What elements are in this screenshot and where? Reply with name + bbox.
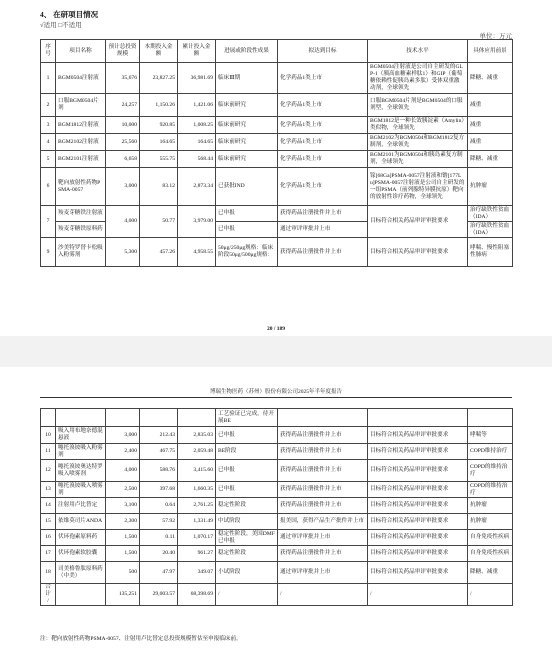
cell-total: 35,676	[106, 63, 140, 94]
cell-no: 16	[41, 530, 56, 546]
cell-app: COPD的维持治疗	[468, 460, 513, 482]
unit-label: 单位：万元	[479, 33, 512, 40]
column-header: 进展或阶段性成果	[216, 40, 278, 63]
cell-no: 4	[41, 134, 56, 151]
cell-progress: 稳定性阶段	[216, 546, 278, 562]
cell-total: 4,000	[106, 460, 140, 482]
cell-tech: 目标符合相关药品审评审批要求	[368, 546, 468, 562]
table-row	[41, 63, 513, 94]
cell-goal: 化学药品1类上市	[278, 168, 368, 206]
cell-app: 自身免疫性疾病	[468, 530, 513, 546]
cell-cum: 1,660.35	[178, 482, 216, 498]
cell-progress: /	[216, 584, 278, 606]
cell-period: 457.26	[140, 238, 178, 267]
cell-goal: 化学药品1类上市	[278, 94, 368, 117]
cell-progress: 稳定性阶段	[216, 498, 278, 514]
cell-app: 降糖、减重	[468, 63, 513, 94]
cell-progress: 小试阶段	[216, 562, 278, 584]
cell-cum: 36,981.69	[178, 63, 216, 94]
cell-name: 吸入用布地奈德混悬液	[56, 427, 106, 444]
cell-total: 1,500	[106, 530, 140, 546]
cell-tech: 镓[68Ga]PSMA-0057注射液和镥[177Lu]PSMA-0057注射液是公司自主研发的一组PSMA（前列腺特异膜抗原）靶向的放射性诊疗药物，全球领先	[368, 168, 468, 206]
table-row	[41, 427, 513, 444]
cell-cum: 164.65	[178, 134, 216, 151]
cell-name: 沙美特罗替卡松吸入粉雾剂	[56, 238, 106, 267]
cell-total: 25,560	[106, 134, 140, 151]
cell-period: 1,150.26	[140, 94, 178, 117]
cell-period: 164.65	[140, 134, 178, 151]
cell-app: 治疗缺铁性贫血（IDA）	[468, 206, 513, 222]
cell-goal: 获得药品注册批件并上市	[278, 206, 368, 222]
cell-cum: 1,331.49	[178, 514, 216, 530]
column-header: 拟达到目标	[278, 40, 368, 63]
cell-cum: 1,421.06	[178, 94, 216, 117]
cell-period: 57.92	[140, 514, 178, 530]
cell-app: /	[468, 584, 513, 606]
cell-goal: 获得药品注册批件并上市	[278, 460, 368, 482]
cell-period: 23,827.25	[140, 63, 178, 94]
cell-progress: 工艺验证已完成，待开展BE	[216, 409, 278, 427]
cell-total: 500	[106, 562, 140, 584]
cell-cum: 349.07	[178, 562, 216, 584]
cell-empty	[468, 409, 513, 427]
cell-period: 0.64	[140, 498, 178, 514]
cell-progress: 已获批IND	[216, 168, 278, 206]
cell-goal: 化学药品1类上市	[278, 151, 368, 168]
cell-period: 555.75	[140, 151, 178, 168]
cell-no: 18	[41, 562, 56, 584]
cell-cum: 68,398.69	[178, 584, 216, 606]
table-row	[41, 134, 513, 151]
cell-tech: 口服BGM0504片剂是BGM0504的口服剂型，全球领先	[368, 94, 468, 117]
cell-total: 24,257	[106, 94, 140, 117]
cell-total: 4,000	[106, 206, 140, 238]
cell-total: 10,000	[106, 117, 140, 134]
table-row-continued	[41, 409, 513, 427]
cell-goal: 通过审评审批并上市	[278, 222, 368, 238]
cell-progress: BE阶段	[216, 444, 278, 460]
table-row	[41, 460, 513, 482]
cell-no: 17	[41, 546, 56, 562]
cell-period: 29,003.57	[140, 584, 178, 606]
cell-tech: 目标符合相关药品审评审批要求	[368, 206, 468, 238]
cell-goal: 化学药品1类上市	[278, 117, 368, 134]
cell-progress: 已申报	[216, 460, 278, 482]
rd-projects-table	[40, 39, 513, 267]
cell-name: 靶向放射性药物PSMA-0057	[56, 168, 106, 206]
cell-tech: 目标符合相关药品审评审批要求	[368, 530, 468, 546]
report-page-2	[0, 367, 552, 649]
cell-tech: 目标符合相关药品审评审批要求	[368, 482, 468, 498]
cell-progress: 中试阶段	[216, 514, 278, 530]
table-row	[41, 168, 513, 206]
cell-name: 伏环孢素软胶囊	[56, 546, 106, 562]
cell-cum: 2,873.34	[178, 168, 216, 206]
cell-goal: 获得药品注册批件并上市	[278, 238, 368, 267]
cell-no: 9	[41, 238, 56, 267]
cell-progress: 稳定性阶段，美国DMF已申报	[216, 530, 278, 546]
cell-goal: 获得药品注册批件并上市	[278, 444, 368, 460]
cell-period: 397.68	[140, 482, 178, 498]
cell-app: COPD维持治疗	[468, 444, 513, 460]
table-row	[41, 498, 513, 514]
table-row	[41, 206, 513, 222]
cell-total: 3,100	[106, 498, 140, 514]
cell-app: COPD的维持治疗	[468, 482, 513, 498]
cell-empty	[278, 409, 368, 427]
cell-name: 口服BGM0504片剂	[56, 94, 106, 117]
cell-total: 1,500	[106, 546, 140, 562]
cell-period: 0.11	[140, 530, 178, 546]
cell-total: 3,000	[106, 168, 140, 206]
cell-goal: 报美国，获得产品生产批件并上市	[278, 514, 368, 530]
cell-app: 降糖、减重	[468, 562, 513, 584]
cell-period: 83.12	[140, 168, 178, 206]
column-header: 预计总投资规模	[106, 40, 140, 63]
cell-goal: 化学药品1类上市	[278, 134, 368, 151]
cell-total: 5,300	[106, 238, 140, 267]
cell-progress: 已申报	[216, 222, 278, 238]
cell-empty	[368, 409, 468, 427]
cell-name: 依维莫司片ANDA	[56, 514, 106, 530]
total-label-cell	[41, 584, 56, 606]
cell-tech: 目标符合相关药品审评审批要求	[368, 238, 468, 267]
cell-app: 抗肿瘤	[468, 514, 513, 530]
table-row	[41, 546, 513, 562]
cell-cum: 2,059.48	[178, 444, 216, 460]
table-row	[41, 94, 513, 117]
report-header: 博瑞生物医药（苏州）股份有限公司2025年半年度报告	[209, 389, 342, 395]
cell-app: 抗肿瘤	[468, 498, 513, 514]
cell-name: 注射用卢比替定	[56, 498, 106, 514]
cell-tech: 目标符合相关药品审评审批要求	[368, 498, 468, 514]
cell-tech: 目标符合相关药品审评审批要求	[368, 427, 468, 444]
cell-name: 羧麦芽糖铁注射液	[56, 206, 106, 222]
cell-no: 1	[41, 63, 56, 94]
cell-progress: 已申报	[216, 206, 278, 222]
table-header-row	[41, 40, 513, 63]
cell-empty	[106, 409, 140, 427]
cell-cum: 961.27	[178, 546, 216, 562]
cell-cum: 3,415.60	[178, 460, 216, 482]
cell-empty	[41, 409, 56, 427]
total-no: /	[47, 598, 49, 604]
cell-app: 降糖、减重	[468, 151, 513, 168]
cell-period: 588.76	[140, 460, 178, 482]
cell-period: 50.77	[140, 206, 178, 238]
cell-total: 2,400	[106, 444, 140, 460]
cell-no: 13	[41, 482, 56, 498]
cell-empty	[178, 409, 216, 427]
cell-no: 15	[41, 514, 56, 530]
cell-app: 减重	[468, 117, 513, 134]
rd-projects-table-continued	[40, 408, 513, 606]
cell-cum: 4,958.55	[178, 238, 216, 267]
section-title: 4、 在研项目情况	[40, 10, 99, 19]
cell-cum: 2,835.03	[178, 427, 216, 444]
applicability-note: √适用 □不适用	[40, 22, 82, 29]
cell-app: 自身免疫性疾病	[468, 546, 513, 562]
table-row	[41, 514, 513, 530]
cell-name: BGM0504注射液	[56, 63, 106, 94]
column-header: 本期投入金额	[140, 40, 178, 63]
cell-tech: /	[368, 584, 468, 606]
cell-progress: 临床前研究	[216, 117, 278, 134]
total-row	[41, 584, 513, 606]
cell-period: 212.43	[140, 427, 178, 444]
cell-goal: 通过审评审批并上市	[278, 530, 368, 546]
cell-no: 7	[41, 206, 56, 238]
cell-empty	[140, 409, 178, 427]
cell-goal: 获得药品注册批件并上市	[278, 427, 368, 444]
page-number: 20 / 189	[266, 326, 286, 332]
cell-app: 哮喘等	[468, 427, 513, 444]
table-row	[41, 444, 513, 460]
cell-no: 6	[41, 168, 56, 206]
cell-goal: 通过审评审批并上市	[278, 562, 368, 584]
cell-name: 司美格鲁肽原料药（中美）	[56, 562, 106, 584]
footnote: 注：靶向放射性药物PSMA-0057、注射用卢比替定总投资规模暂估至申报临床前。	[40, 636, 242, 642]
cell-empty	[56, 409, 106, 427]
table-row	[41, 530, 513, 546]
cell-cum: 1,070.17	[178, 530, 216, 546]
cell-progress: 临床Ⅲ期	[216, 63, 278, 94]
cell-total: 135,251	[106, 584, 140, 606]
cell-tech: 目标符合相关药品审评审批要求	[368, 514, 468, 530]
cell-period: 20.40	[140, 546, 178, 562]
cell-no: 3	[41, 117, 56, 134]
cell-name: 伏环孢素原料药	[56, 530, 106, 546]
cell-total: 2,300	[106, 514, 140, 530]
cell-tech: BGM2101为BGM0504和胰岛素复方制剂，全球领先	[368, 151, 468, 168]
table-row	[41, 562, 513, 584]
cell-progress: 临床前研究	[216, 134, 278, 151]
cell-no: 14	[41, 498, 56, 514]
cell-name: 羧麦芽糖铁原料药	[56, 222, 106, 238]
cell-app: 哮喘、慢性阻塞性肺病	[468, 238, 513, 267]
cell-tech: BGM1812是一种长效胰淀素（Amylin）类似物，全球领先	[368, 117, 468, 134]
cell-period: 467.75	[140, 444, 178, 460]
table-row	[41, 238, 513, 267]
cell-empty	[56, 584, 106, 606]
cell-total: 6,658	[106, 151, 140, 168]
cell-goal: 获得药品注册批件并上市	[278, 546, 368, 562]
cell-progress: 临床前研究	[216, 94, 278, 117]
cell-tech: 目标符合相关药品审评审批要求	[368, 460, 468, 482]
table-row	[41, 117, 513, 134]
column-header: 具体应用前景	[468, 40, 513, 63]
cell-tech: BGM0504注射液是公司自主研发的GLP-1（胰高血糖素样肽1）和GIP（葡萄糖依赖性促胰岛素多肽）受体双重激动剂，全球领先	[368, 63, 468, 94]
cell-total: 2,500	[106, 482, 140, 498]
cell-progress: 临床前研究	[216, 151, 278, 168]
table-row	[41, 151, 513, 168]
cell-name: 噻托溴铵吸入喷雾剂	[56, 482, 106, 498]
cell-app: 抗肿瘤	[468, 168, 513, 206]
cell-period: 920.85	[140, 117, 178, 134]
column-header: 技术水平	[368, 40, 468, 63]
cell-tech: 目标符合相关药品审评审批要求	[368, 444, 468, 460]
cell-name: BGM1812注射液	[56, 117, 106, 134]
cell-app: 减重	[468, 134, 513, 151]
cell-period: 47.97	[140, 562, 178, 584]
cell-name: 噻托溴铵吸入粉雾剂	[56, 444, 106, 460]
cell-cum: 3,979.00	[178, 206, 216, 238]
cell-goal: 化学药品1类上市	[278, 63, 368, 94]
cell-tech: BGM2102为BGM0504和BGM1812复方制剂，全球领先	[368, 134, 468, 151]
cell-name: 噻托溴铵奥达特罗吸入喷雾剂	[56, 460, 106, 482]
cell-app: 减重	[468, 94, 513, 117]
cell-progress: 已申报	[216, 482, 278, 498]
cell-no: 5	[41, 151, 56, 168]
cell-progress: 已申报	[216, 427, 278, 444]
column-header: 序号	[41, 40, 56, 63]
cell-cum: 2,761.25	[178, 498, 216, 514]
cell-no: 10	[41, 427, 56, 444]
table-row	[41, 482, 513, 498]
cell-no: 2	[41, 94, 56, 117]
cell-goal: 获得药品注册批件并上市	[278, 498, 368, 514]
cell-total: 3,000	[106, 427, 140, 444]
column-header: 项目名称	[56, 40, 106, 63]
cell-cum: 568.44	[178, 151, 216, 168]
cell-cum: 1,008.25	[178, 117, 216, 134]
cell-goal: 获得药品注册批件并上市	[278, 482, 368, 498]
cell-tech: 目标符合相关药品审评审批要求	[368, 562, 468, 584]
column-header: 累计投入金额	[178, 40, 216, 63]
cell-goal: /	[278, 584, 368, 606]
header-divider	[40, 397, 512, 398]
cell-progress: 50μg/250μg规格：临床阶段50μg/500μg规格：	[216, 238, 278, 267]
cell-no: 12	[41, 460, 56, 482]
cell-app: 治疗缺铁性贫血（IDA）	[468, 222, 513, 238]
cell-name: BGM2101注射液	[56, 151, 106, 168]
total-label: 合计	[45, 584, 51, 597]
cell-no: 11	[41, 444, 56, 460]
cell-name: BGM2102注射液	[56, 134, 106, 151]
